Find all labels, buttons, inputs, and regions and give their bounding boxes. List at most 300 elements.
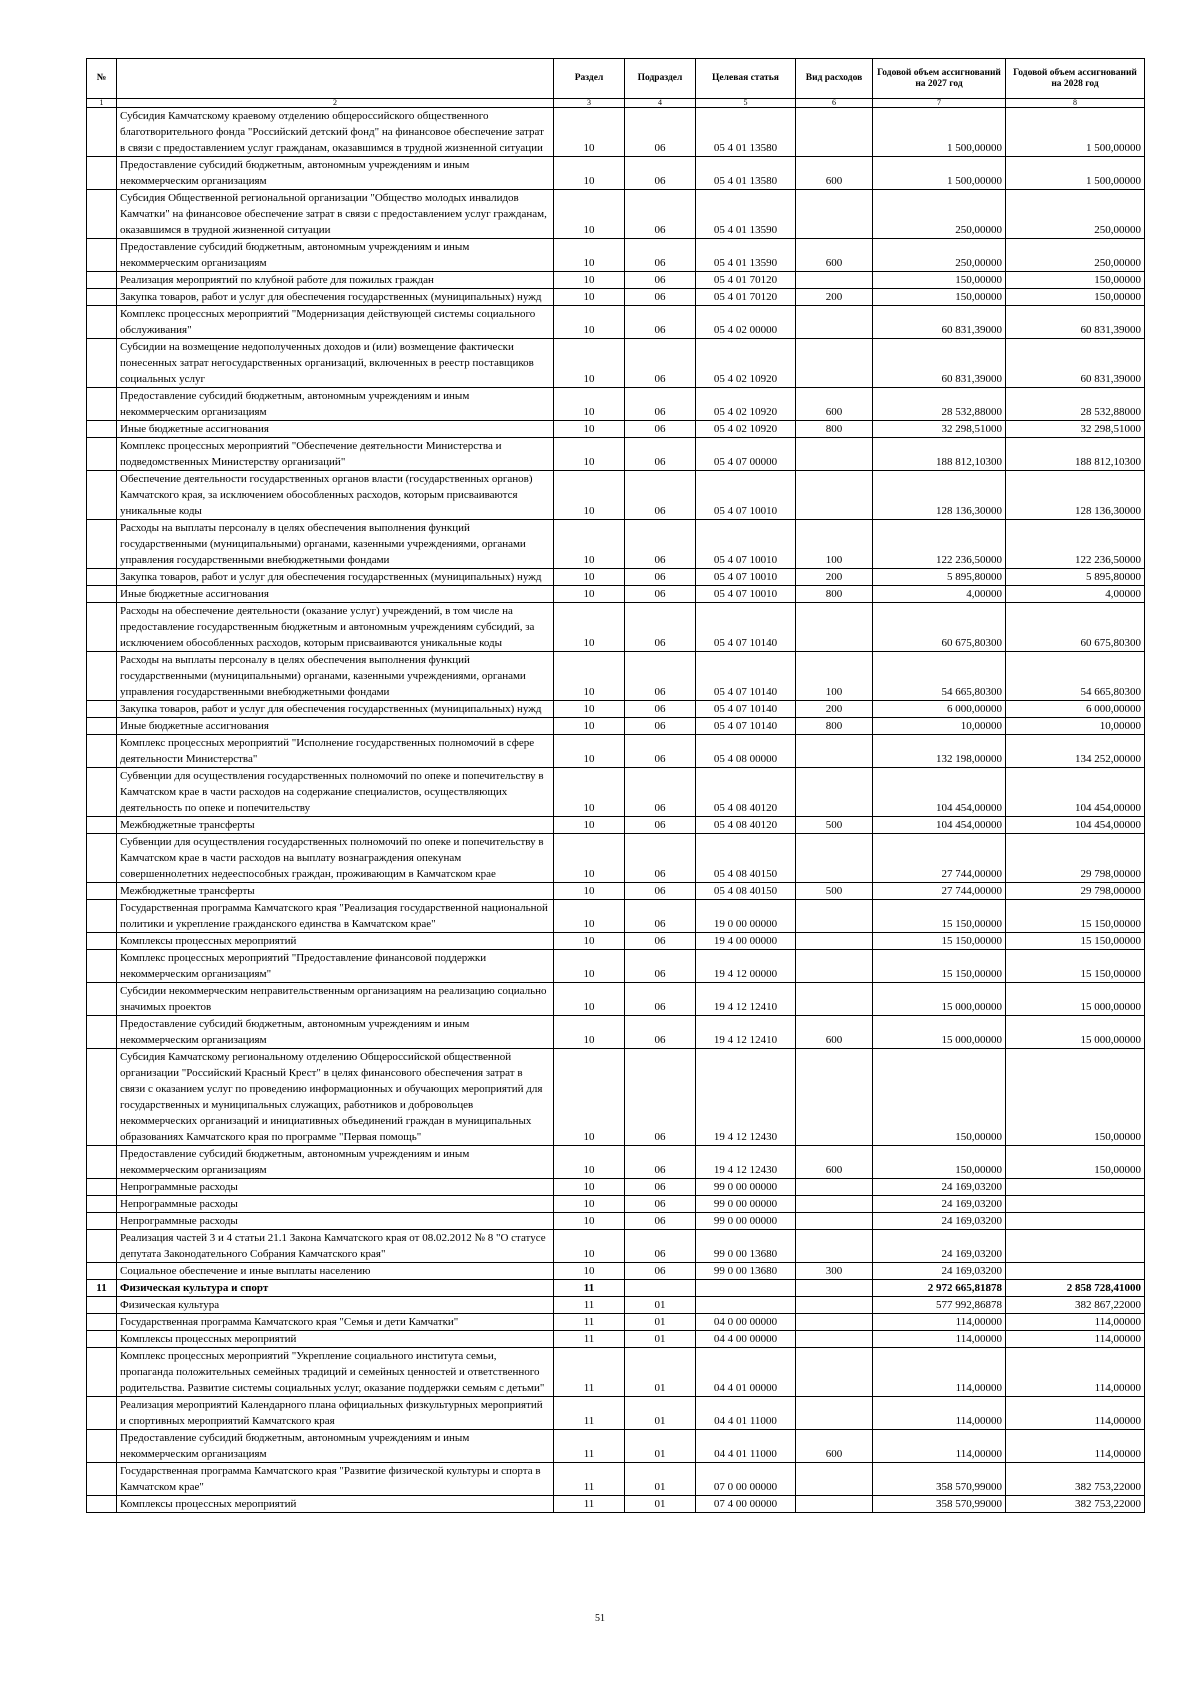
row-podrazdel: 06 bbox=[625, 438, 696, 471]
row-podrazdel: 06 bbox=[625, 388, 696, 421]
row-podrazdel: 06 bbox=[625, 520, 696, 569]
row-amount-2028: 150,00000 bbox=[1006, 289, 1145, 306]
row-number: 11 bbox=[87, 1280, 117, 1297]
table-row bbox=[87, 817, 1145, 834]
row-vid bbox=[796, 438, 873, 471]
row-podrazdel: 06 bbox=[625, 289, 696, 306]
row-amount-2028 bbox=[1006, 1213, 1145, 1230]
row-amount-2027: 27 744,00000 bbox=[873, 883, 1006, 900]
row-amount-2027: 2 972 665,81878 bbox=[873, 1280, 1006, 1297]
row-amount-2028: 2 858 728,41000 bbox=[1006, 1280, 1145, 1297]
row-number bbox=[87, 701, 117, 718]
row-celevaya: 04 4 01 11000 bbox=[696, 1430, 796, 1463]
row-podrazdel: 06 bbox=[625, 421, 696, 438]
row-razdel: 10 bbox=[554, 883, 625, 900]
header-row bbox=[87, 59, 1145, 99]
row-amount-2027: 150,00000 bbox=[873, 1146, 1006, 1179]
header-2028: Годовой объем ассигнований на 2028 год bbox=[1006, 59, 1145, 99]
row-number bbox=[87, 718, 117, 735]
row-podrazdel: 01 bbox=[625, 1348, 696, 1397]
row-number bbox=[87, 108, 117, 157]
row-number bbox=[87, 272, 117, 289]
table-row bbox=[87, 1213, 1145, 1230]
row-celevaya: 05 4 07 10140 bbox=[696, 603, 796, 652]
row-podrazdel: 01 bbox=[625, 1430, 696, 1463]
row-number bbox=[87, 1314, 117, 1331]
row-podrazdel: 06 bbox=[625, 108, 696, 157]
row-name: Реализация мероприятий по клубной работе для пожилых граждан bbox=[117, 272, 554, 289]
row-amount-2028: 15 150,00000 bbox=[1006, 950, 1145, 983]
row-amount-2028: 382 753,22000 bbox=[1006, 1496, 1145, 1513]
row-celevaya: 19 4 00 00000 bbox=[696, 933, 796, 950]
header-2027: Годовой объем ассигнований на 2027 год bbox=[873, 59, 1006, 99]
row-razdel: 10 bbox=[554, 438, 625, 471]
row-podrazdel: 01 bbox=[625, 1463, 696, 1496]
row-number bbox=[87, 1348, 117, 1397]
row-podrazdel: 06 bbox=[625, 701, 696, 718]
row-razdel: 10 bbox=[554, 520, 625, 569]
row-amount-2028: 382 867,22000 bbox=[1006, 1297, 1145, 1314]
row-vid: 200 bbox=[796, 289, 873, 306]
row-razdel: 10 bbox=[554, 157, 625, 190]
row-name: Комплекс процессных мероприятий "Обеспечение деятельности Министерства и подведомственных Министерству организаций" bbox=[117, 438, 554, 471]
row-vid: 800 bbox=[796, 586, 873, 603]
row-name: Комплексы процессных мероприятий bbox=[117, 933, 554, 950]
row-amount-2027: 132 198,00000 bbox=[873, 735, 1006, 768]
row-razdel: 10 bbox=[554, 983, 625, 1016]
row-number bbox=[87, 438, 117, 471]
row-vid: 100 bbox=[796, 520, 873, 569]
row-amount-2027: 1 500,00000 bbox=[873, 108, 1006, 157]
row-name: Государственная программа Камчатского края "Семья и дети Камчатки" bbox=[117, 1314, 554, 1331]
row-name: Государственная программа Камчатского края "Реализация государственной национальной политики и укрепление гражданского единства в Камчатском крае" bbox=[117, 900, 554, 933]
row-name: Субсидии на возмещение недополученных доходов и (или) возмещение фактически понесенных затрат негосударственных организаций, включенных в реестр поставщиков социальных услуг bbox=[117, 339, 554, 388]
row-celevaya: 05 4 02 10920 bbox=[696, 388, 796, 421]
row-name: Предоставление субсидий бюджетным, автономным учреждениям и иным некоммерческим организациям bbox=[117, 1016, 554, 1049]
row-amount-2028: 29 798,00000 bbox=[1006, 834, 1145, 883]
row-amount-2028: 60 675,80300 bbox=[1006, 603, 1145, 652]
row-celevaya: 05 4 07 10010 bbox=[696, 586, 796, 603]
row-podrazdel: 06 bbox=[625, 569, 696, 586]
table-body bbox=[87, 108, 1145, 1513]
row-celevaya: 99 0 00 00000 bbox=[696, 1179, 796, 1196]
row-number bbox=[87, 1146, 117, 1179]
row-number bbox=[87, 190, 117, 239]
row-podrazdel: 06 bbox=[625, 603, 696, 652]
row-number bbox=[87, 1230, 117, 1263]
row-amount-2028 bbox=[1006, 1263, 1145, 1280]
row-vid bbox=[796, 1049, 873, 1146]
table-row bbox=[87, 768, 1145, 817]
row-amount-2028 bbox=[1006, 1179, 1145, 1196]
row-amount-2028: 250,00000 bbox=[1006, 239, 1145, 272]
row-razdel: 10 bbox=[554, 1146, 625, 1179]
row-amount-2027: 24 169,03200 bbox=[873, 1179, 1006, 1196]
row-vid: 800 bbox=[796, 421, 873, 438]
row-number bbox=[87, 1049, 117, 1146]
row-razdel: 10 bbox=[554, 1263, 625, 1280]
table-row bbox=[87, 190, 1145, 239]
row-vid bbox=[796, 1280, 873, 1297]
row-razdel: 10 bbox=[554, 1179, 625, 1196]
row-razdel: 11 bbox=[554, 1430, 625, 1463]
row-podrazdel: 06 bbox=[625, 272, 696, 289]
row-celevaya: 05 4 01 13590 bbox=[696, 239, 796, 272]
row-number bbox=[87, 1213, 117, 1230]
row-number bbox=[87, 817, 117, 834]
row-number bbox=[87, 768, 117, 817]
row-number bbox=[87, 388, 117, 421]
row-amount-2028: 10,00000 bbox=[1006, 718, 1145, 735]
row-amount-2027: 32 298,51000 bbox=[873, 421, 1006, 438]
row-vid bbox=[796, 1397, 873, 1430]
row-razdel: 10 bbox=[554, 1196, 625, 1213]
row-razdel: 11 bbox=[554, 1348, 625, 1397]
row-name: Иные бюджетные ассигнования bbox=[117, 421, 554, 438]
row-podrazdel: 06 bbox=[625, 239, 696, 272]
row-celevaya: 04 4 00 00000 bbox=[696, 1331, 796, 1348]
column-number: 8 bbox=[1006, 99, 1145, 108]
row-razdel: 10 bbox=[554, 652, 625, 701]
row-number bbox=[87, 339, 117, 388]
table-row bbox=[87, 586, 1145, 603]
row-number bbox=[87, 1331, 117, 1348]
row-razdel: 11 bbox=[554, 1280, 625, 1297]
row-amount-2027: 6 000,00000 bbox=[873, 701, 1006, 718]
row-celevaya: 99 0 00 13680 bbox=[696, 1263, 796, 1280]
row-celevaya: 05 4 01 70120 bbox=[696, 272, 796, 289]
table-row bbox=[87, 735, 1145, 768]
table-row bbox=[87, 239, 1145, 272]
table-row bbox=[87, 834, 1145, 883]
row-amount-2027: 15 000,00000 bbox=[873, 983, 1006, 1016]
row-vid bbox=[796, 1314, 873, 1331]
row-number bbox=[87, 603, 117, 652]
row-amount-2028: 114,00000 bbox=[1006, 1348, 1145, 1397]
row-amount-2027: 358 570,99000 bbox=[873, 1463, 1006, 1496]
row-number bbox=[87, 586, 117, 603]
row-razdel: 10 bbox=[554, 569, 625, 586]
table-row bbox=[87, 108, 1145, 157]
row-razdel: 10 bbox=[554, 817, 625, 834]
row-razdel: 10 bbox=[554, 289, 625, 306]
row-razdel: 10 bbox=[554, 272, 625, 289]
header-celevaya: Целевая статья bbox=[696, 59, 796, 99]
row-celevaya: 05 4 08 40150 bbox=[696, 834, 796, 883]
row-podrazdel: 06 bbox=[625, 817, 696, 834]
row-vid bbox=[796, 339, 873, 388]
row-celevaya: 19 4 12 12430 bbox=[696, 1146, 796, 1179]
row-number bbox=[87, 569, 117, 586]
row-podrazdel: 06 bbox=[625, 718, 696, 735]
row-razdel: 10 bbox=[554, 108, 625, 157]
row-amount-2028: 32 298,51000 bbox=[1006, 421, 1145, 438]
row-celevaya: 05 4 07 00000 bbox=[696, 438, 796, 471]
row-name: Непрограммные расходы bbox=[117, 1213, 554, 1230]
row-vid: 600 bbox=[796, 1016, 873, 1049]
row-celevaya: 05 4 07 10010 bbox=[696, 520, 796, 569]
row-podrazdel: 01 bbox=[625, 1496, 696, 1513]
column-number-row bbox=[87, 99, 1145, 108]
row-podrazdel: 06 bbox=[625, 950, 696, 983]
row-celevaya: 05 4 07 10140 bbox=[696, 652, 796, 701]
row-amount-2028: 104 454,00000 bbox=[1006, 768, 1145, 817]
row-celevaya: 05 4 07 10140 bbox=[696, 718, 796, 735]
row-podrazdel: 06 bbox=[625, 983, 696, 1016]
row-name: Предоставление субсидий бюджетным, автономным учреждениям и иным некоммерческим организациям bbox=[117, 1430, 554, 1463]
row-podrazdel: 06 bbox=[625, 1230, 696, 1263]
column-number: 1 bbox=[87, 99, 117, 108]
row-name: Непрограммные расходы bbox=[117, 1179, 554, 1196]
row-vid: 500 bbox=[796, 883, 873, 900]
row-amount-2027: 1 500,00000 bbox=[873, 157, 1006, 190]
row-razdel: 10 bbox=[554, 603, 625, 652]
row-podrazdel: 06 bbox=[625, 586, 696, 603]
row-name: Предоставление субсидий бюджетным, автономным учреждениям и иным некоммерческим организациям bbox=[117, 157, 554, 190]
row-celevaya bbox=[696, 1297, 796, 1314]
row-podrazdel: 06 bbox=[625, 900, 696, 933]
row-razdel: 10 bbox=[554, 701, 625, 718]
row-vid: 300 bbox=[796, 1263, 873, 1280]
row-amount-2028 bbox=[1006, 1230, 1145, 1263]
row-vid: 600 bbox=[796, 1146, 873, 1179]
row-vid: 600 bbox=[796, 157, 873, 190]
row-name: Комплексы процессных мероприятий bbox=[117, 1496, 554, 1513]
row-name: Субсидия Общественной региональной организации "Общество молодых инвалидов Камчатки" на финансовое обеспечение затрат в связи с предоставлением услуг гражданам, оказавшимся в трудной жизненной ситуации bbox=[117, 190, 554, 239]
row-amount-2028: 60 831,39000 bbox=[1006, 339, 1145, 388]
row-celevaya: 05 4 08 40120 bbox=[696, 817, 796, 834]
row-amount-2027: 15 000,00000 bbox=[873, 1016, 1006, 1049]
table-row bbox=[87, 1230, 1145, 1263]
row-amount-2028: 250,00000 bbox=[1006, 190, 1145, 239]
row-name: Субсидия Камчатскому региональному отделению Общероссийской общественной организации "Российский Красный Крест" в целях финансового обеспечения затрат в связи с оказанием услуг по проведению информационных и обучающих мероприятий для государственных и муниципальных служащих, работников и добровольцев некоммерческих организаций и инициативных объединений граждан в муниципальных образованиях Камчатского края по программе "Первая помощь" bbox=[117, 1049, 554, 1146]
row-amount-2028: 188 812,10300 bbox=[1006, 438, 1145, 471]
row-amount-2027: 60 831,39000 bbox=[873, 339, 1006, 388]
row-name: Расходы на выплаты персоналу в целях обеспечения выполнения функций государственными (муниципальными) органами, казенными учреждениями, органами управления государственными внебюджетными фондами bbox=[117, 652, 554, 701]
row-razdel: 10 bbox=[554, 1016, 625, 1049]
row-razdel: 10 bbox=[554, 768, 625, 817]
row-razdel: 10 bbox=[554, 1049, 625, 1146]
row-vid bbox=[796, 900, 873, 933]
table-row bbox=[87, 569, 1145, 586]
row-celevaya: 99 0 00 00000 bbox=[696, 1196, 796, 1213]
row-amount-2027: 358 570,99000 bbox=[873, 1496, 1006, 1513]
row-amount-2027: 150,00000 bbox=[873, 1049, 1006, 1146]
row-amount-2027: 10,00000 bbox=[873, 718, 1006, 735]
row-amount-2027: 15 150,00000 bbox=[873, 933, 1006, 950]
row-vid bbox=[796, 108, 873, 157]
row-name: Расходы на обеспечение деятельности (оказание услуг) учреждений, в том числе на предоставление государственным бюджетным и автономным учреждениям субсидий, за исключением обособленных расходов, которым присваиваются уникальные коды bbox=[117, 603, 554, 652]
row-number bbox=[87, 421, 117, 438]
row-amount-2028: 15 150,00000 bbox=[1006, 900, 1145, 933]
row-name: Комплекс процессных мероприятий "Укрепление социального института семьи, пропаганда положительных семейных традиций и семейных ценностей и ответственного родительства. Развитие системы социальных услуг, оказание поддержки семьям с детьми" bbox=[117, 1348, 554, 1397]
table-row bbox=[87, 1263, 1145, 1280]
header-razdel: Раздел bbox=[554, 59, 625, 99]
table-row bbox=[87, 272, 1145, 289]
row-amount-2027: 577 992,86878 bbox=[873, 1297, 1006, 1314]
table-row bbox=[87, 701, 1145, 718]
table-row bbox=[87, 306, 1145, 339]
row-podrazdel: 06 bbox=[625, 1016, 696, 1049]
row-podrazdel: 06 bbox=[625, 768, 696, 817]
row-podrazdel: 06 bbox=[625, 1049, 696, 1146]
row-amount-2027: 5 895,80000 bbox=[873, 569, 1006, 586]
table-row bbox=[87, 1430, 1145, 1463]
row-vid: 200 bbox=[796, 569, 873, 586]
row-razdel: 10 bbox=[554, 471, 625, 520]
row-number bbox=[87, 983, 117, 1016]
row-celevaya: 05 4 08 40150 bbox=[696, 883, 796, 900]
row-podrazdel: 06 bbox=[625, 306, 696, 339]
row-amount-2027: 250,00000 bbox=[873, 239, 1006, 272]
row-celevaya: 05 4 07 10010 bbox=[696, 471, 796, 520]
row-number bbox=[87, 306, 117, 339]
row-celevaya: 05 4 08 40120 bbox=[696, 768, 796, 817]
row-number bbox=[87, 1179, 117, 1196]
row-podrazdel: 06 bbox=[625, 883, 696, 900]
row-name: Комплексы процессных мероприятий bbox=[117, 1331, 554, 1348]
table-row bbox=[87, 1496, 1145, 1513]
row-amount-2027: 250,00000 bbox=[873, 190, 1006, 239]
row-amount-2027: 114,00000 bbox=[873, 1430, 1006, 1463]
header-num: № bbox=[87, 59, 117, 99]
row-razdel: 10 bbox=[554, 933, 625, 950]
row-podrazdel: 06 bbox=[625, 1263, 696, 1280]
row-vid bbox=[796, 1297, 873, 1314]
row-amount-2028: 4,00000 bbox=[1006, 586, 1145, 603]
row-vid: 600 bbox=[796, 239, 873, 272]
row-amount-2028: 15 000,00000 bbox=[1006, 983, 1145, 1016]
row-celevaya: 05 4 02 10920 bbox=[696, 339, 796, 388]
row-celevaya: 99 0 00 13680 bbox=[696, 1230, 796, 1263]
row-number bbox=[87, 1263, 117, 1280]
row-vid bbox=[796, 1179, 873, 1196]
table-row bbox=[87, 471, 1145, 520]
row-amount-2027: 24 169,03200 bbox=[873, 1196, 1006, 1213]
table-row bbox=[87, 1179, 1145, 1196]
row-amount-2028: 60 831,39000 bbox=[1006, 306, 1145, 339]
row-amount-2028: 114,00000 bbox=[1006, 1430, 1145, 1463]
header-vid: Вид расходов bbox=[796, 59, 873, 99]
row-podrazdel: 06 bbox=[625, 157, 696, 190]
row-amount-2028: 54 665,80300 bbox=[1006, 652, 1145, 701]
row-name: Закупка товаров, работ и услуг для обеспечения государственных (муниципальных) нужд bbox=[117, 289, 554, 306]
row-celevaya: 19 0 00 00000 bbox=[696, 900, 796, 933]
row-name: Комплекс процессных мероприятий "Модернизация действующей системы социального обслуживания" bbox=[117, 306, 554, 339]
row-podrazdel: 06 bbox=[625, 471, 696, 520]
row-number bbox=[87, 652, 117, 701]
row-vid: 600 bbox=[796, 388, 873, 421]
row-podrazdel: 01 bbox=[625, 1331, 696, 1348]
row-amount-2028: 29 798,00000 bbox=[1006, 883, 1145, 900]
row-amount-2028: 150,00000 bbox=[1006, 272, 1145, 289]
header-name bbox=[117, 59, 554, 99]
row-vid bbox=[796, 190, 873, 239]
row-vid bbox=[796, 834, 873, 883]
table-row bbox=[87, 1348, 1145, 1397]
table-row bbox=[87, 900, 1145, 933]
row-amount-2028: 150,00000 bbox=[1006, 1146, 1145, 1179]
row-name: Физическая культура bbox=[117, 1297, 554, 1314]
row-razdel: 10 bbox=[554, 586, 625, 603]
table-row bbox=[87, 1331, 1145, 1348]
row-celevaya: 04 0 00 00000 bbox=[696, 1314, 796, 1331]
row-razdel: 10 bbox=[554, 1213, 625, 1230]
row-podrazdel: 06 bbox=[625, 1146, 696, 1179]
row-podrazdel: 06 bbox=[625, 834, 696, 883]
row-number bbox=[87, 520, 117, 569]
row-number bbox=[87, 1196, 117, 1213]
row-amount-2027: 114,00000 bbox=[873, 1331, 1006, 1348]
row-amount-2027: 114,00000 bbox=[873, 1348, 1006, 1397]
table-row bbox=[87, 950, 1145, 983]
row-name: Физическая культура и спорт bbox=[117, 1280, 554, 1297]
row-podrazdel bbox=[625, 1280, 696, 1297]
row-celevaya: 04 4 01 11000 bbox=[696, 1397, 796, 1430]
row-number bbox=[87, 933, 117, 950]
row-amount-2028: 114,00000 bbox=[1006, 1314, 1145, 1331]
row-celevaya: 04 4 01 00000 bbox=[696, 1348, 796, 1397]
row-name: Закупка товаров, работ и услуг для обеспечения государственных (муниципальных) нужд bbox=[117, 701, 554, 718]
row-name: Субсидия Камчатскому краевому отделению общероссийского общественного благотворительного фонда "Российский детский фонд" на финансовое обеспечение затрат в связи с предоставлением услуг гражданам, оказавшимся в трудной жизненной ситуации bbox=[117, 108, 554, 157]
column-number: 3 bbox=[554, 99, 625, 108]
row-vid bbox=[796, 983, 873, 1016]
row-podrazdel: 06 bbox=[625, 652, 696, 701]
row-vid: 800 bbox=[796, 718, 873, 735]
table-row bbox=[87, 438, 1145, 471]
row-podrazdel: 06 bbox=[625, 1196, 696, 1213]
row-razdel: 10 bbox=[554, 190, 625, 239]
table-row bbox=[87, 339, 1145, 388]
row-name: Комплекс процессных мероприятий "Предоставление финансовой поддержки некоммерческим организациям" bbox=[117, 950, 554, 983]
row-celevaya: 19 4 12 12410 bbox=[696, 983, 796, 1016]
table-row bbox=[87, 1196, 1145, 1213]
row-vid: 100 bbox=[796, 652, 873, 701]
row-vid bbox=[796, 1196, 873, 1213]
row-amount-2027: 28 532,88000 bbox=[873, 388, 1006, 421]
table-row bbox=[87, 718, 1145, 735]
row-podrazdel: 06 bbox=[625, 339, 696, 388]
row-vid bbox=[796, 471, 873, 520]
row-amount-2027: 24 169,03200 bbox=[873, 1263, 1006, 1280]
row-vid bbox=[796, 735, 873, 768]
row-amount-2027: 188 812,10300 bbox=[873, 438, 1006, 471]
row-amount-2027: 104 454,00000 bbox=[873, 817, 1006, 834]
page-number: 51 bbox=[595, 1613, 605, 1624]
row-razdel: 10 bbox=[554, 239, 625, 272]
row-vid bbox=[796, 306, 873, 339]
row-celevaya: 05 4 07 10140 bbox=[696, 701, 796, 718]
column-number: 5 bbox=[696, 99, 796, 108]
row-amount-2028: 1 500,00000 bbox=[1006, 108, 1145, 157]
row-name: Межбюджетные трансферты bbox=[117, 883, 554, 900]
row-amount-2027: 60 831,39000 bbox=[873, 306, 1006, 339]
row-number bbox=[87, 900, 117, 933]
row-celevaya: 07 4 00 00000 bbox=[696, 1496, 796, 1513]
row-razdel: 10 bbox=[554, 306, 625, 339]
row-celevaya: 19 4 12 12430 bbox=[696, 1049, 796, 1146]
row-celevaya: 05 4 01 13580 bbox=[696, 157, 796, 190]
table-row bbox=[87, 1314, 1145, 1331]
row-number bbox=[87, 883, 117, 900]
row-vid bbox=[796, 1348, 873, 1397]
table-row bbox=[87, 388, 1145, 421]
row-name: Межбюджетные трансферты bbox=[117, 817, 554, 834]
row-celevaya: 05 4 07 10010 bbox=[696, 569, 796, 586]
table-row bbox=[87, 1280, 1145, 1297]
row-vid bbox=[796, 603, 873, 652]
table-row bbox=[87, 983, 1145, 1016]
